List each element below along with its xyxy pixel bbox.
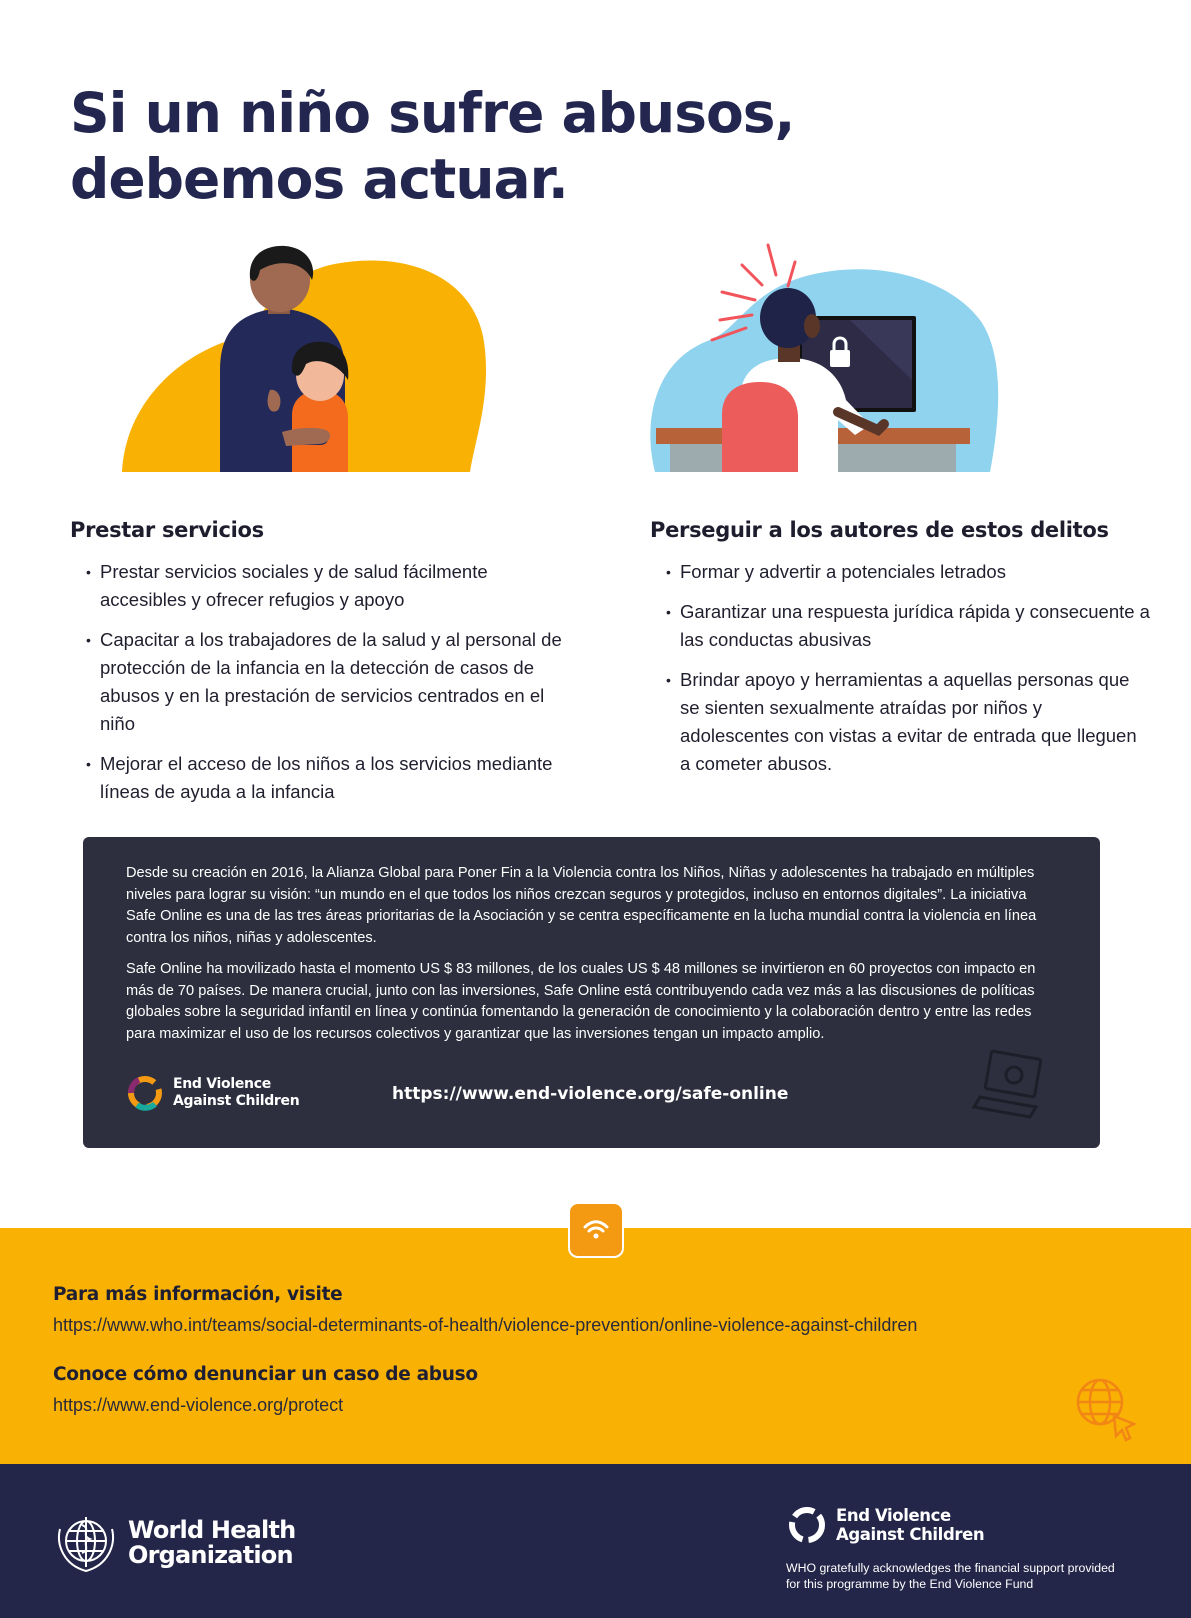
list-item: • Garantizar una respuesta jurídica rápida y consecuente a las conductas abusivas [668, 598, 1150, 654]
services-column [70, 518, 570, 818]
list-item: • Mejorar el acceso de los niños a los servicios mediante líneas de ayuda a la infancia [88, 750, 570, 806]
page-title [70, 80, 970, 212]
computer-lock-illustration [650, 240, 1040, 472]
title-line-1: Si un niño sufre abusos, [70, 81, 795, 145]
evac-logo-icon [786, 1504, 828, 1546]
services-heading: Prestar servicios [70, 518, 264, 542]
evac-logo-line-1: End Violence [173, 1076, 271, 1092]
more-info-section [53, 1284, 1153, 1444]
who-line-1: World Health [128, 1516, 296, 1544]
report-abuse-heading: Conoce cómo denunciar un caso de abuso [53, 1364, 478, 1385]
who-line-2: Organization [128, 1541, 293, 1569]
prosecution-heading: Perseguir a los autores de estos delitos [650, 518, 1109, 542]
infobox-paragraph-2: Safe Online ha movilizado hasta el momento US $ 83 millones, de los cuales US $ 48 millones se invirtieron en 60 proyectos con impacto en más de 70 países. De manera crucial, junto con las inversiones, Safe Online está contribuyendo cada vez más a las discusiones de políticas globales sobre la seguridad infantil en línea y continúa fomentando la generación de conocimiento y la colaboración dentro y entre las redes para maximizar el uso de los recursos colectivos y garantizar que las inversiones tengan un impacto amplio. [126, 961, 1036, 1042]
list-item: • Brindar apoyo y herramientas a aquellas personas que se sienten sexualmente atraídas por niños y adolescentes con vistas a evitar de entrada que lleguen a cometer abusos. [668, 666, 1150, 778]
evac-logo-line-2: Against Children [173, 1093, 300, 1109]
who-info-link[interactable]: https://www.who.int/teams/social-determinants-of-health/violence-prevention/online-violence-against-children [53, 1315, 918, 1335]
who-logo [52, 1509, 295, 1577]
acknowledgement-text: WHO gratefully acknowledges the financial support provided for this programme by the End Violence Fund [786, 1561, 1115, 1591]
globe-cursor-icon [1070, 1372, 1140, 1442]
evac-footer-line-1: End Violence [836, 1506, 951, 1525]
evac-logo-icon [125, 1073, 165, 1113]
safe-online-infobox [83, 837, 1100, 1148]
prosecution-list [650, 558, 1150, 778]
who-emblem-icon [52, 1509, 120, 1577]
evac-logo [125, 1073, 299, 1113]
evac-footer-line-2: Against Children [836, 1525, 985, 1544]
prosecution-column [650, 518, 1150, 790]
list-item: • Capacitar a los trabajadores de la salud y al personal de protección de la infancia en la detección de casos de abusos y en la prestación de servicios centrados en el niño [88, 626, 570, 738]
infobox-paragraph-1: Desde su creación en 2016, la Alianza Global para Poner Fin a la Violencia contra los Niños, Niñas y adolescentes ha trabajado en múltiples niveles para lograr su visión: “un mundo en el que todos los niños crezcan seguros y protegidos, incluso en entornos digitales”. La iniciativa Safe Online es una de las tres áreas prioritarias de la Asociación y se centra específicamente en la lucha mundial contra la violencia en línea contra los niños, niñas y adolescentes. [126, 865, 1037, 946]
wifi-icon [568, 1202, 624, 1258]
mother-child-illustration [120, 240, 510, 472]
more-info-heading: Para más información, visite [53, 1284, 343, 1305]
list-item: • Prestar servicios sociales y de salud fácilmente accesibles y ofrecer refugios y apoyo [88, 558, 570, 614]
list-item: • Formar y advertir a potenciales letrados [668, 558, 1150, 586]
evac-footer-logo [786, 1504, 1126, 1592]
title-line-2: debemos actuar. [70, 147, 568, 211]
report-abuse-link[interactable]: https://www.end-violence.org/protect [53, 1395, 344, 1415]
footer [0, 1464, 1191, 1618]
safe-online-link[interactable]: https://www.end-violence.org/safe-online [392, 1084, 789, 1104]
laptop-icon [970, 1045, 1050, 1125]
services-list [70, 558, 570, 806]
